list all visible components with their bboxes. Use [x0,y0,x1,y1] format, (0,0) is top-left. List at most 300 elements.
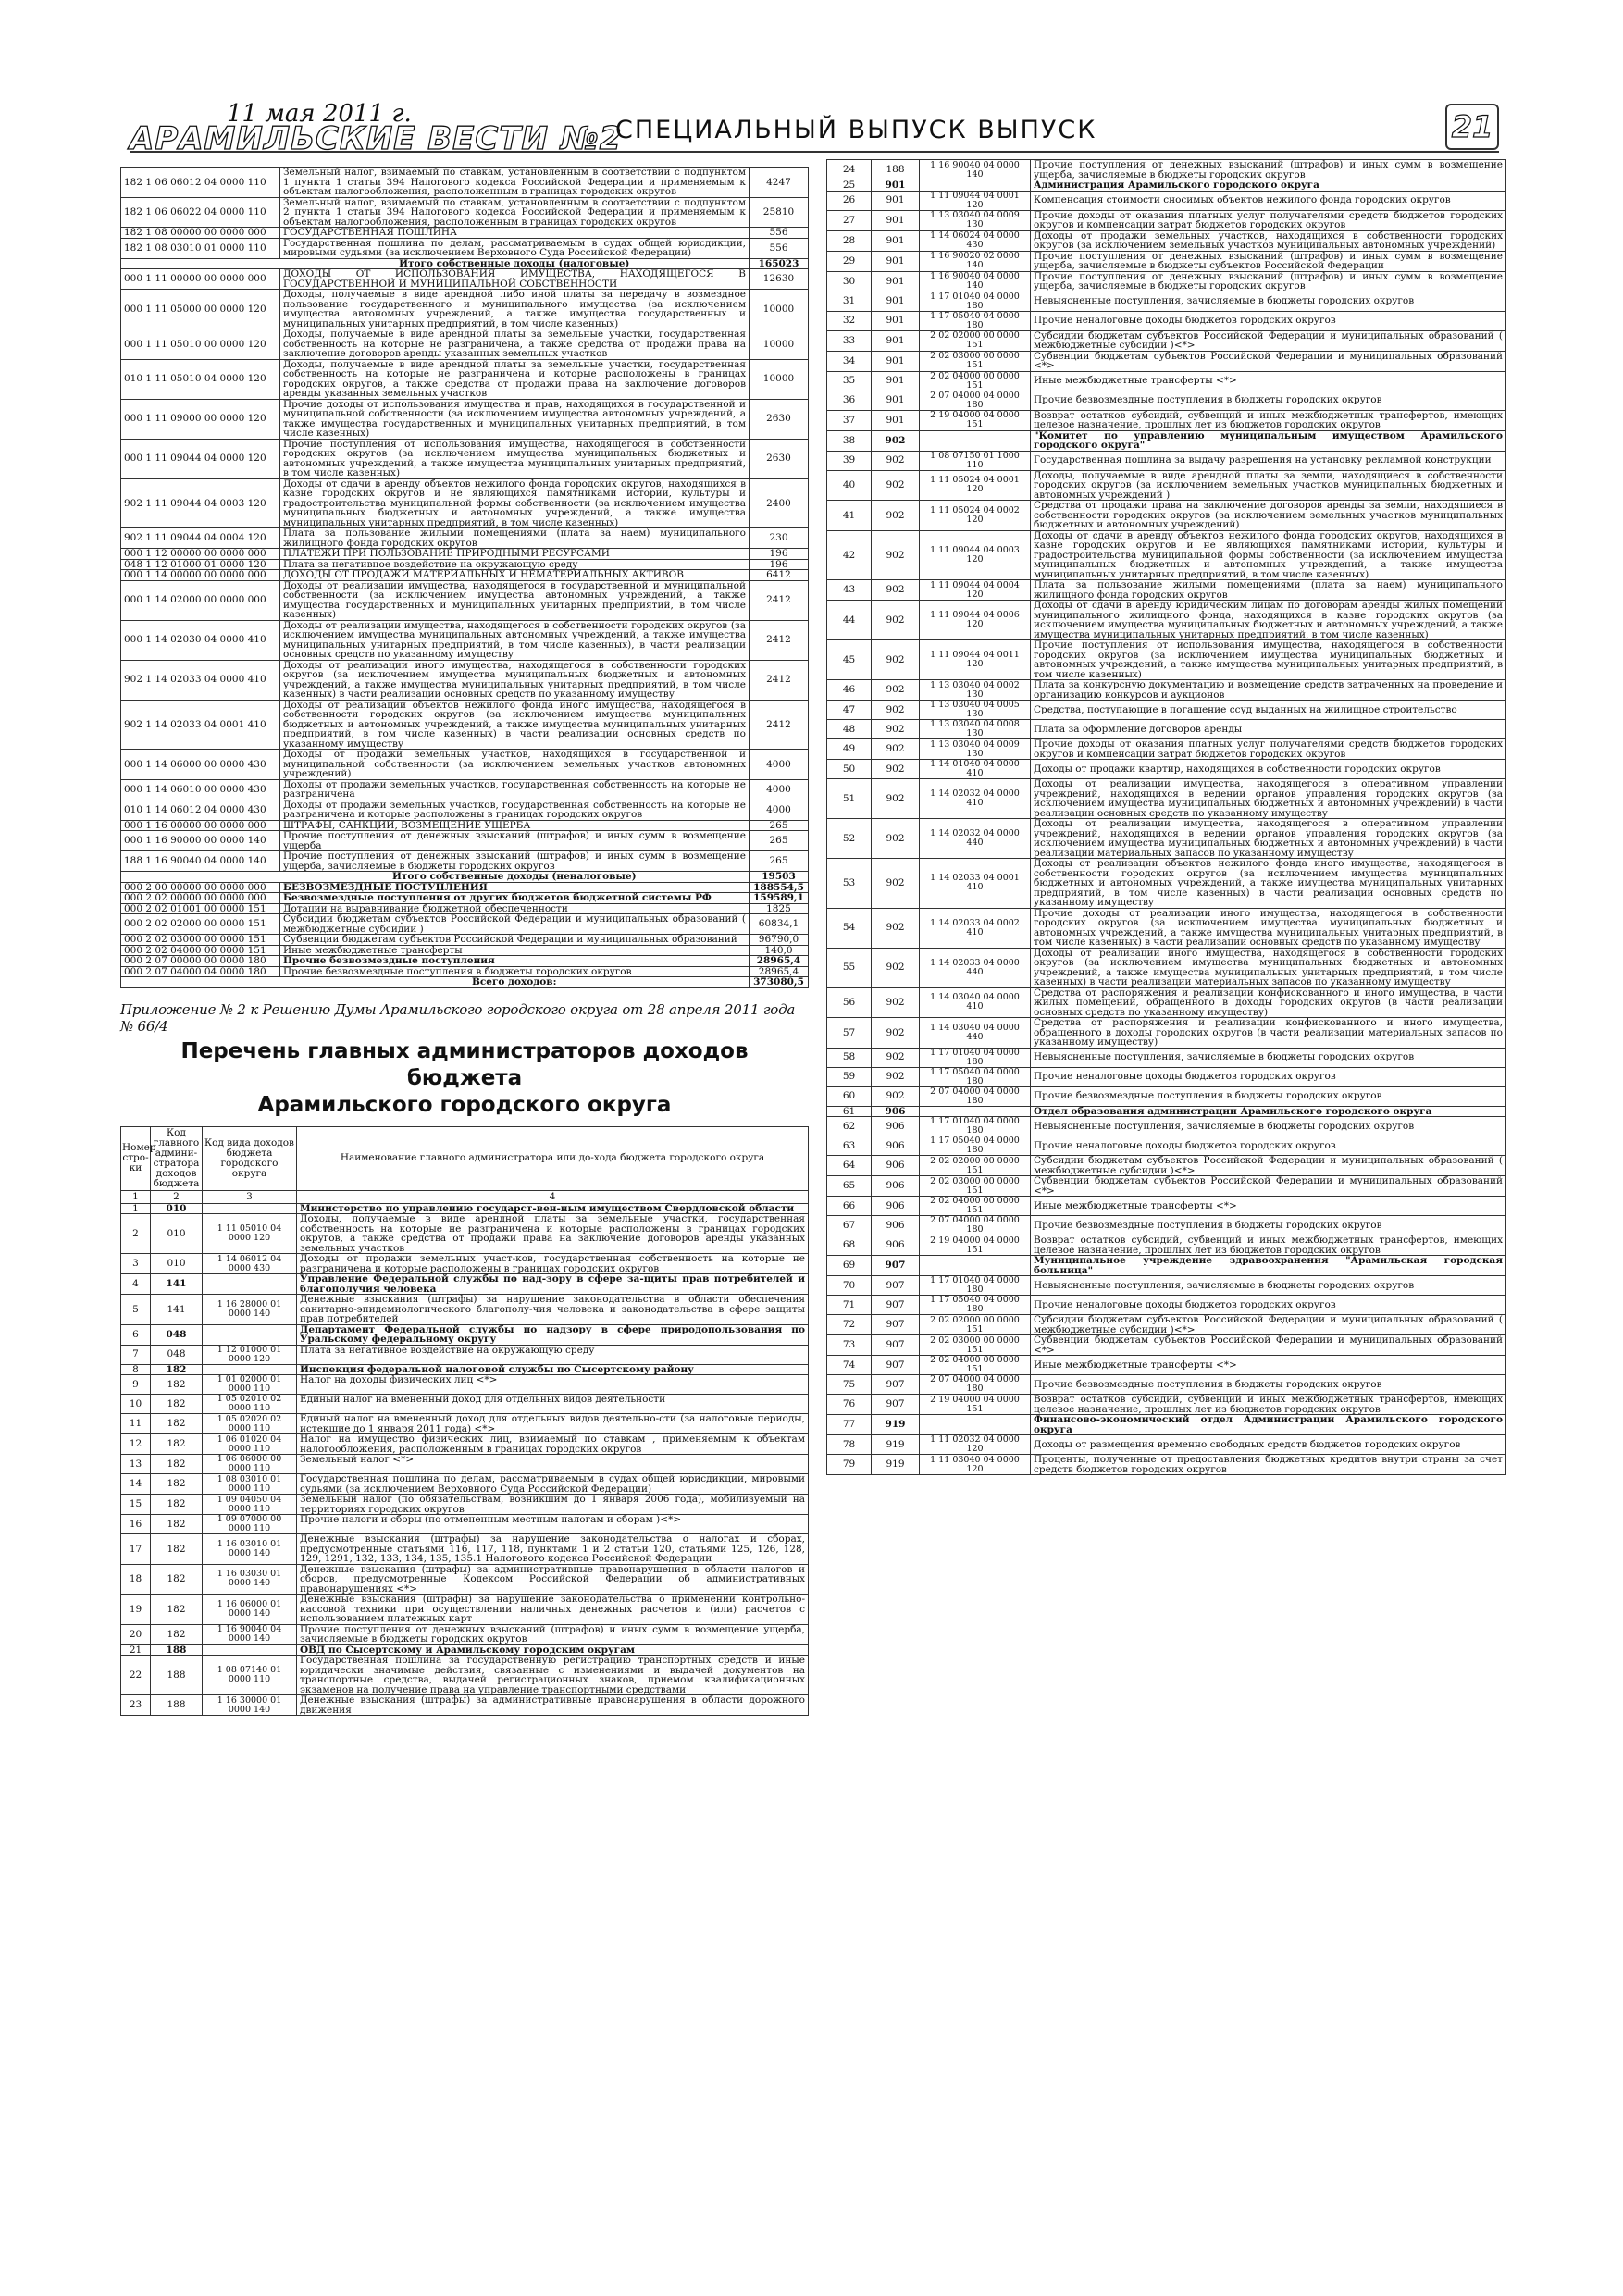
admin-code: 048 [151,1324,203,1345]
revenue-code: 048 1 12 01000 01 0000 120 [121,559,280,570]
income-name: Субвенции бюджетам субъектов Российской Федерации и муниципальных образований <*> [1031,351,1506,371]
income-code [920,180,1031,192]
table-row [827,739,1506,760]
income-name: Средства от распоряжения и реализации конфискованного и иного имущества, в части жилых помещений, обращенного в доходы городских округов (в части реализации основных средств по указанному имуществу) [1031,987,1506,1018]
row-number: 12 [121,1434,151,1455]
admin-code: 902 [872,908,920,948]
income-name: Государственная пошлина за государственную регистрацию транспортных средств и иные юридически значимые действия, связанные с изменениями и выдачей документов на транспортные средства, выдачей регистрационных знаков, приемом квалификационных экзаменов на получение права на управление транспортными средствами [297,1656,809,1695]
income-name: Земельный налог (по обязательствам, возникшим до 1 января 2006 года), мобилизуемый на территориях городских округов [297,1495,809,1515]
row-number: 11 [121,1414,151,1434]
admin-code: 902 [872,1086,920,1106]
admin-code: 901 [872,191,920,210]
revenue-value: 159589,1 [750,893,809,904]
income-name: Средства от продажи права на заключение договоров аренды за земли, находящиеся в собственности городских округов (за исключением земельных участков муниципальных бюджетных и автономных учреждений) [1031,501,1506,531]
revenue-name: Прочие безвозмездные поступления [280,956,750,967]
income-code: 2 02 02000 00 0000 151 [920,1315,1031,1335]
row-number: 50 [827,760,872,779]
revenue-name: Субвенции бюджетам субъектов Российской Федерации и муниципальных образований [280,935,750,946]
admin-code: 902 [872,430,920,451]
income-name: Средства, поступающие в погашение ссуд выданных на жилищное строительство [1031,701,1506,720]
income-code: 1 16 90040 04 0000 140 [920,160,1031,180]
revenue-code: 010 1 11 05010 04 0000 120 [121,359,280,399]
table-row [827,430,1506,451]
admin-code: 182 [151,1624,203,1644]
table-row [121,168,809,198]
income-code: 2 07 04000 04 0000 180 [920,1216,1031,1235]
revenue-name: Доходы от реализации объектов нежилого фонда иного имущества, находящегося в собственности городских округов (за исключением имущества муниципальных бюджетных и автономных учреждений, а также имущества муниципальных унитарных предприятий, в том числе казенных) в части реализации основных средств по указанному имуществу [280,700,750,750]
income-name: Иные межбюджетные трансферты <*> [1031,1356,1506,1375]
row-number: 38 [827,430,872,451]
income-code [203,1324,297,1345]
revenue-name: Прочие поступления от денежных взысканий (штрафов) и иных сумм в возмещение ущерба, зачисляемые в бюджеты городских округов [280,851,750,872]
table-row [121,329,809,360]
income-code: 1 17 05040 04 0000 180 [920,311,1031,330]
row-number: 40 [827,470,872,501]
table-row [827,292,1506,311]
income-name: Доходы от сдачи в аренду юридическим лицам по договорам аренды жилых помещений муниципального жилищного фонда, находящихся в казне городских округов (за исключением имущества муниципальных бюджетных и автономных учреждений, а также имущества муниципальных унитарных предприятий, в том числе казенных) [1031,601,1506,640]
revenue-name: Государственная пошлина по делам, рассматриваемым в судах общей юрисдикции, мировыми судьями (за исключением Верховного Суда Российской Федерации) [280,238,750,258]
row-number: 9 [121,1375,151,1395]
table-row [121,914,809,935]
table-row [121,399,809,439]
table-row [827,1276,1506,1296]
table-row [121,1455,809,1474]
row-number: 19 [121,1595,151,1625]
income-name: Невыясненные поступления, зачисляемые в бюджеты городских округов [1031,1048,1506,1067]
revenue-table [120,167,809,988]
income-name: Компенсация стоимости сносимых объектов нежилого фонда городских округов [1031,191,1506,210]
header-rule [130,151,1499,153]
admin-code: 919 [872,1455,920,1475]
row-number: 44 [827,601,872,640]
revenue-code: 000 2 02 04000 00 0000 151 [121,945,280,956]
income-name: Налог на имущество физических лиц, взимаемый по ставкам , применяемым к объектам налогообложения, расположенным в границах городских округов [297,1434,809,1455]
row-number: 29 [827,251,872,271]
table-row [121,903,809,914]
admin-code: 902 [872,859,920,909]
revenue-code: 000 1 16 90000 00 0000 140 [121,831,280,851]
table-row [827,1356,1506,1375]
income-name: ОВД по Сысертскому и Арамильскому городским округам [297,1644,809,1656]
income-name: Прочие поступления от денежных взысканий (штрафов) и иных сумм в возмещение ущерба, зачисляемые в бюджеты субъектов Российской Федерации [1031,251,1506,271]
income-code: 1 06 01020 04 0000 110 [203,1434,297,1455]
income-name: Субсидии бюджетам субъектов Российской Федерации и муниципальных образований ( межбюджетные субсидии )<*> [1031,330,1506,351]
revenue-name: Субсидии бюджетам субъектов Российской Федерации и муниципальных образований ( межбюджетные субсидии ) [280,914,750,935]
income-code: 1 11 09044 04 0006 120 [920,601,1031,640]
revenue-name: ГОСУДАРСТВЕННАЯ ПОШЛИНА [280,228,750,239]
income-code: 1 13 03040 04 0009 130 [920,739,1031,760]
table-row [121,1203,809,1214]
header-admin: Код главного админи-стратора доходов бюджета [151,1126,203,1190]
admin-code: 906 [872,1106,920,1117]
table-row [827,601,1506,640]
row-number: 75 [827,1375,872,1395]
row-number: 67 [827,1216,872,1235]
income-name: Единый налог на вмененный доход для отдельных видов деятельности [297,1395,809,1414]
revenue-code: 000 1 11 09044 04 0000 120 [121,439,280,478]
income-code: 2 07 04000 04 0000 180 [920,391,1031,410]
revenue-value: 28965,4 [750,966,809,977]
revenue-name: Безвозмездные поступления от других бюджетов бюджетной системы РФ [280,893,750,904]
income-name: Прочие поступления от использования имущества, находящегося в собственности городских округов (за исключением имущества муниципальных бюджетных и автономных учреждений, а также имущества муниципальных унитарных предприятий, в том числе казенных) [1031,640,1506,680]
income-code: 1 16 03010 01 0000 140 [203,1534,297,1565]
row-number: 74 [827,1356,872,1375]
header-num: Номер стро-ки [121,1126,151,1190]
table-row [827,1086,1506,1106]
table-row [121,1644,809,1656]
revenue-value: 165023 [750,258,809,269]
revenue-code: 000 1 11 05010 00 0000 120 [121,329,280,360]
admin-code: 902 [872,601,920,640]
row-number: 16 [121,1515,151,1534]
table-row [827,210,1506,230]
admin-code: 906 [872,1176,920,1197]
income-name: Прочие доходы от реализации иного имущества, находящегося в собственности городских округов (за исключением имущества муниципальных бюджетных и автономных учреждений, а также имущества муниципальных унитарных предприятий, в том числе казенных) в части реализации основных средств по указанному имуществу [1031,908,1506,948]
revenue-code: 000 1 11 05000 00 0000 120 [121,290,280,329]
admin-code: 901 [872,410,920,430]
income-code: 1 05 02010 02 0000 110 [203,1395,297,1414]
revenue-code: 000 1 11 09000 00 0000 120 [121,399,280,439]
revenue-code: 000 1 11 00000 00 0000 000 [121,269,280,290]
revenue-name: Доходы от сдачи в аренду объектов нежилого фонда городских округов, находящихся в казне городских округов и не являющихся памятниками истории, культуры и градостроительства муниципальной формы собственности (за исключением имущества муниципальных бюджетных и автономных учреждений, а также имущества муниципальных унитарных предприятий, в том числе казенных) [280,478,750,528]
table-row [121,945,809,956]
header-name: Наименование главного администратора или до-хода бюджета городского округа [297,1126,809,1190]
table-row [827,1197,1506,1216]
income-name: Плата за оформление договоров аренды [1031,720,1506,739]
admin-code: 182 [151,1474,203,1495]
table-row [121,1414,809,1434]
income-code [920,1415,1031,1435]
table-row [827,1256,1506,1276]
row-number: 41 [827,501,872,531]
revenue-code [121,872,280,883]
table-row [121,779,809,800]
admin-code: 902 [872,451,920,470]
income-name: Доходы от реализации имущества, находящегося в оперативном управлении учреждений, находящихся в ведении органов управления городских округов (за исключением имущества муниципальных бюджетных и автономных учреждений) в части реализации материальных запасов по указанному имуществу [1031,819,1506,859]
row-number: 69 [827,1256,872,1276]
income-code: 2 02 02000 00 0000 151 [920,1156,1031,1176]
income-name: Министерство по управлению государст-вен-ным имуществом Свердловской области [297,1203,809,1214]
table-row [827,640,1506,680]
revenue-name: Плата за негативное воздействие на окружающую среду [280,559,750,570]
administrators-table-right [826,159,1506,1475]
income-name: Плата за пользование жилыми помещениями (плата за наем) муниципального жилищного фонда городских округов [1031,580,1506,601]
income-code: 1 16 03030 01 0000 140 [203,1564,297,1595]
income-code: 2 19 04000 04 0000 151 [920,1395,1031,1415]
admin-code: 188 [151,1656,203,1695]
admin-code: 902 [872,779,920,819]
revenue-name: Плата за пользование жилыми помещениями (плата за наем) муниципального жилищного фонда городских округов [280,528,750,549]
table-row [121,851,809,872]
income-name: Иные межбюджетные трансферты <*> [1031,1197,1506,1216]
row-number: 42 [827,530,872,580]
table-row [121,1364,809,1375]
row-number: 64 [827,1156,872,1176]
revenue-name: Доходы, получаемые в виде арендной платы за земельные участки, государственная собственность на которые не разграничена и которые расположены в границах городских округов, а также средства от продажи права на заключение договоров аренды указанных земельных участков [280,359,750,399]
table-row [827,501,1506,531]
admin-code: 919 [872,1435,920,1455]
table-row [121,620,809,660]
row-number: 58 [827,1048,872,1067]
income-code: 1 08 07140 01 0000 110 [203,1656,297,1695]
income-code: 1 14 06012 04 0000 430 [203,1254,297,1274]
income-name: Прочие неналоговые доходы бюджетов городских округов [1031,1136,1506,1156]
income-code: 1 11 02032 04 0000 120 [920,1435,1031,1455]
revenue-value: 2630 [750,399,809,439]
income-name: Субсидии бюджетам субъектов Российской Федерации и муниципальных образований ( межбюджетные субсидии )<*> [1031,1156,1506,1176]
table-row [121,1254,809,1274]
row-number: 33 [827,330,872,351]
table-column-numbers [121,1190,809,1203]
table-row [121,1656,809,1695]
admin-code: 141 [151,1295,203,1325]
admin-code: 902 [872,987,920,1018]
admin-code: 901 [872,271,920,292]
row-number: 32 [827,311,872,330]
administrators-table-left [120,1126,809,1717]
row-number: 25 [827,180,872,192]
income-code: 1 06 06000 00 0000 110 [203,1455,297,1474]
revenue-code: 000 1 14 02000 00 0000 000 [121,580,280,620]
income-code: 1 13 03040 04 0005 130 [920,701,1031,720]
admin-code: 901 [872,230,920,251]
income-code: 2 07 04000 04 0000 180 [920,1375,1031,1395]
income-code: 1 13 03040 04 0009 130 [920,210,1031,230]
revenue-code: 182 1 06 06022 04 0000 110 [121,197,280,228]
row-number: 15 [121,1495,151,1515]
row-number: 3 [121,1254,151,1274]
table-row [827,391,1506,410]
admin-code: 902 [872,760,920,779]
table-row [827,1136,1506,1156]
table-row [827,1375,1506,1395]
table-row [121,800,809,820]
table-row [827,859,1506,909]
row-number: 14 [121,1474,151,1495]
table-row [827,1335,1506,1356]
income-code: 1 16 90020 02 0000 140 [920,251,1031,271]
admin-code: 906 [872,1235,920,1256]
table-row [121,966,809,977]
income-name: Прочие доходы от оказания платных услуг получателями средств бюджетов городских округов и компенсации затрат бюджетов городских округов [1031,210,1506,230]
admin-code: 182 [151,1434,203,1455]
revenue-value: 2412 [750,700,809,750]
row-number: 53 [827,859,872,909]
table-row [121,439,809,478]
revenue-value: 2412 [750,660,809,700]
admin-code: 907 [872,1315,920,1335]
table-row [827,311,1506,330]
table-row [827,1235,1506,1256]
table-row [827,760,1506,779]
income-code: 1 16 90040 04 0000 140 [203,1624,297,1644]
revenue-value: 1825 [750,903,809,914]
row-number: 27 [827,210,872,230]
colnum-2: 2 [151,1190,203,1203]
row-number: 18 [121,1564,151,1595]
income-code: 1 17 01040 04 0000 180 [920,1048,1031,1067]
row-number: 45 [827,640,872,680]
row-number: 68 [827,1235,872,1256]
revenue-name: Всего доходов: [280,977,750,988]
income-name: "Комитет по управлению муниципальным имуществом Арамильского городского округа" [1031,430,1506,451]
admin-code: 902 [872,739,920,760]
income-code: 1 17 01040 04 0000 180 [920,292,1031,311]
table-row [121,820,809,831]
left-column [120,167,809,1716]
table-row [121,956,809,967]
table-row [121,1395,809,1414]
income-name: Возврат остатков субсидий, субвенций и иных межбюджетных трансфертов, имеющих целевое назначение, прошлых лет из бюджетов городских округов [1031,410,1506,430]
revenue-value: 265 [750,820,809,831]
income-code: 1 05 02020 02 0000 110 [203,1414,297,1434]
admin-code: 902 [872,1048,920,1067]
table-row [827,1018,1506,1049]
income-name: Доходы от продажи земельных участ-ков, государственная собственность на которые не разграничена и которые расположены в границах городских округов [297,1254,809,1274]
admin-code: 907 [872,1395,920,1415]
income-name: Департамент Федеральной службы по надзору в сфере природопользования по Уральскому федеральному округу [297,1324,809,1345]
table-row [827,451,1506,470]
revenue-value: 556 [750,238,809,258]
revenue-code: 000 2 00 00000 00 0000 000 [121,882,280,893]
revenue-name: Прочие доходы от использования имущества и прав, находящихся в государственной и муниципальной собственности (за исключением имущества автономных учреждений, а также имущества государственных и муниципальных унитарных предприятий, в том числе казенных) [280,399,750,439]
admin-code: 907 [872,1356,920,1375]
row-number: 49 [827,739,872,760]
table-row [827,1415,1506,1435]
row-number: 26 [827,191,872,210]
revenue-value: 25810 [750,197,809,228]
income-code: 1 14 03040 04 0000 440 [920,1018,1031,1049]
income-code: 1 11 03040 04 0000 120 [920,1455,1031,1475]
revenue-name: Доходы от реализации имущества, находящегося в государственной и муниципальной собственности (за исключением имущества автономных учреждений, а также имущества государственных и муниципальных унитарных предприятий, в том числе казенных) [280,580,750,620]
income-name: Субвенции бюджетам субъектов Российской Федерации и муниципальных образований <*> [1031,1176,1506,1197]
admin-code: 907 [872,1276,920,1296]
revenue-value: 196 [750,549,809,560]
income-name: Доходы от реализации имущества, находящегося в оперативном управлении учреждений, находящихся в ведении органов управления городских округов (за исключением имущества муниципальных бюджетных и автономных учреждений) в части реализации основных средств по указанному имуществу [1031,779,1506,819]
table-row [827,1117,1506,1136]
revenue-code: 000 2 02 00000 00 0000 000 [121,893,280,904]
income-code: 1 14 03040 04 0000 410 [920,987,1031,1018]
revenue-name: Доходы, получаемые в виде арендной платы за земельные участки, государственная собственность на которые не разграничена, а также средства от продажи права на заключение договоров аренды указанных земельных участков [280,329,750,360]
table-row [121,893,809,904]
row-number: 59 [827,1067,872,1086]
income-name: Средства от распоряжения и реализации конфискованного и иного имущества, обращенного в доходы городских округов (в части реализации материальных запасов по указанному имуществу) [1031,1018,1506,1049]
revenue-value: 60834,1 [750,914,809,935]
revenue-value: 19503 [750,872,809,883]
admin-code: 907 [872,1296,920,1315]
table-row [827,1315,1506,1335]
table-row [121,1515,809,1534]
income-code: 1 17 05040 04 0000 180 [920,1067,1031,1086]
admin-code: 182 [151,1375,203,1395]
table-row [827,410,1506,430]
table-row [827,180,1506,192]
admin-code: 182 [151,1515,203,1534]
revenue-code: 000 2 02 02000 00 0000 151 [121,914,280,935]
admin-code: 902 [872,720,920,739]
revenue-code [121,977,280,988]
income-name: Единый налог на вмененный доход для отдельных видов деятельно-сти (за налоговые периоды, истекшие до 1 января 2011 года) <*> [297,1414,809,1434]
revenue-code: 000 1 14 02030 04 0000 410 [121,620,280,660]
table-row [121,1624,809,1644]
table-row [121,197,809,228]
income-name: Возврат остатков субсидий, субвенций и иных межбюджетных трансфертов, имеющих целевое назначение, прошлых лет из бюджетов городских округов [1031,1395,1506,1415]
income-code: 1 09 07000 00 0000 110 [203,1515,297,1534]
row-number: 61 [827,1106,872,1117]
table-row [121,258,809,269]
income-code: 1 11 05024 04 0001 120 [920,470,1031,501]
admin-code: 901 [872,311,920,330]
income-code: 1 09 04050 04 0000 110 [203,1495,297,1515]
revenue-value: 96790,0 [750,935,809,946]
income-name: Доходы от реализации объектов нежилого фонда иного имущества, находящегося в собственности городских округов (за исключением имущества муниципальных бюджетных и автономных учреждений, а также имущества муниципальных унитарных предприятий, в том числе казенных) в части реализации основных средств по указанному имуществу [1031,859,1506,909]
revenue-value: 265 [750,851,809,872]
income-code: 2 02 03000 00 0000 151 [920,1176,1031,1197]
row-number: 22 [121,1656,151,1695]
table-row [827,160,1506,180]
header-code: Код вида доходов бюджета городского округа [203,1126,297,1190]
row-number: 63 [827,1136,872,1156]
colnum-3: 3 [203,1190,297,1203]
row-number: 48 [827,720,872,739]
row-number: 8 [121,1364,151,1375]
admin-code: 906 [872,1117,920,1136]
income-code: 2 02 03000 00 0000 151 [920,351,1031,371]
revenue-value: 196 [750,559,809,570]
table-row [827,779,1506,819]
right-column [826,159,1506,1475]
revenue-value: 10000 [750,329,809,360]
table-row [827,1216,1506,1235]
income-code [203,1274,297,1295]
row-number: 20 [121,1624,151,1644]
appendix-title [120,1038,809,1119]
income-code [920,1106,1031,1117]
row-number: 30 [827,271,872,292]
revenue-value: 265 [750,831,809,851]
row-number: 39 [827,451,872,470]
page-number: 21 [1445,104,1499,150]
table-row [827,530,1506,580]
income-code [203,1364,297,1375]
revenue-name: Итого собственные доходы (налоговые) [280,258,750,269]
revenue-name: ДОХОДЫ ОТ ПРОДАЖИ МАТЕРИАЛЬНЫХ И НЕМАТЕРИАЛЬНЫХ АКТИВОВ [280,570,750,581]
revenue-name: Доходы от продажи земельных участков, государственная собственность на которые не разграничена и которые расположены в границах городских округов [280,800,750,820]
income-code: 1 11 05010 04 0000 120 [203,1214,297,1254]
table-row [121,478,809,528]
admin-code: 188 [872,160,920,180]
income-code: 1 17 05040 04 0000 180 [920,1296,1031,1315]
income-name: Администрация Арамильского городского округа [1031,180,1506,192]
income-code: 1 16 30000 01 0000 140 [203,1695,297,1716]
table-row [827,1048,1506,1067]
income-name: Доходы от реализации иного имущества, находящегося в собственности городских округов (за исключением имущества муниципальных бюджетных и автономных учреждений, а также имущества муниципальных унитарных предприятий, в том числе казенных) в части реализации материальных запасов по указанному имуществу [1031,948,1506,987]
income-code: 1 11 09044 04 0001 120 [920,191,1031,210]
admin-code: 141 [151,1274,203,1295]
table-row [827,720,1506,739]
income-name: Доходы от продажи квартир, находящихся в собственности городских округов [1031,760,1506,779]
row-number: 76 [827,1395,872,1415]
row-number: 60 [827,1086,872,1106]
income-code: 2 19 04000 04 0000 151 [920,1235,1031,1256]
revenue-value: 2630 [750,439,809,478]
revenue-value: 188554,5 [750,882,809,893]
income-name: Прочие безвозмездные поступления в бюджеты городских округов [1031,1086,1506,1106]
row-number: 65 [827,1176,872,1197]
income-name: Управление Федеральной службы по над-зору в сфере за-щиты прав потребителей и благополучия человека [297,1274,809,1295]
admin-code: 188 [151,1644,203,1656]
row-number: 71 [827,1296,872,1315]
